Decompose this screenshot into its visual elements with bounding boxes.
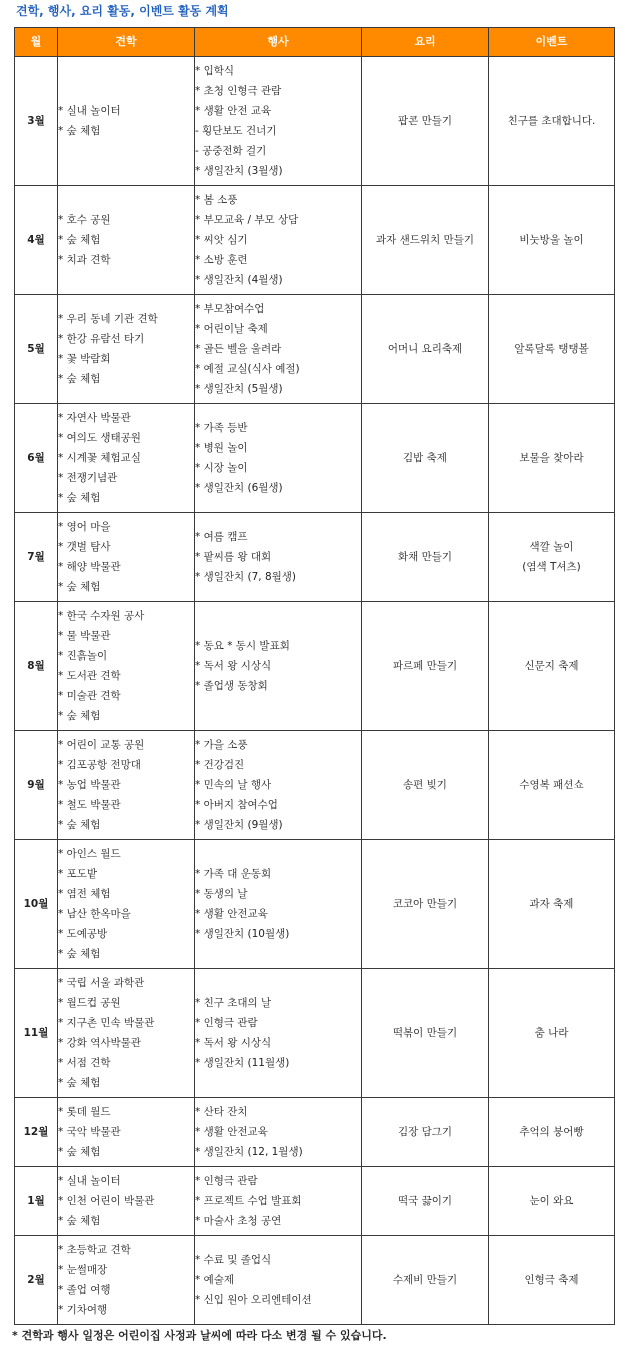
- list-item: * 실내 놀이터: [58, 105, 121, 117]
- list-item: 어머니 요리축제: [387, 343, 463, 355]
- list-item: * 생일잔치 (9월생): [195, 819, 283, 831]
- list-item: * 가을 소풍: [195, 739, 248, 751]
- list-item: * 숲 체험: [58, 1146, 101, 1158]
- month-cell: 10월: [15, 840, 58, 969]
- list-item: 보물을 찾아라: [519, 452, 584, 464]
- field-trips-cell: [58, 186, 195, 295]
- list-item: - 횡단보도 건너기: [195, 125, 277, 137]
- list-item: * 생일잔치 (11월생): [195, 1057, 290, 1069]
- list-item: * 실내 놀이터: [58, 1175, 121, 1187]
- field-trips-cell: [58, 602, 195, 731]
- field-trips-cell: [58, 969, 195, 1098]
- list-item: 송편 빚기: [403, 779, 447, 791]
- list-item: 김밥 축제: [403, 452, 447, 464]
- list-item: 화채 만들기: [397, 551, 453, 563]
- list-item: * 시계꽃 체험교실: [58, 452, 141, 464]
- list-item: * 병원 놀이: [195, 442, 248, 454]
- field-trips-cell: [58, 513, 195, 602]
- header-row: [15, 28, 615, 57]
- field-trips-cell: [58, 840, 195, 969]
- list-item: * 생활 안전 교육: [195, 105, 272, 117]
- footnote: * 견학과 행사 일정은 어린이집 사정과 날씨에 따라 다소 변경 될 수 있습니다.: [12, 1329, 387, 1342]
- events-cell: [195, 186, 362, 295]
- special-event-cell: [489, 57, 615, 186]
- list-item: * 골든 벨을 울려라: [195, 343, 282, 355]
- list-item: 신문지 축제: [524, 660, 579, 672]
- cooking-cell: [362, 513, 489, 602]
- list-item: * 독서 왕 시상식: [195, 1037, 272, 1049]
- list-item: * 기차여행: [58, 1304, 108, 1316]
- special-event-cell: [489, 1236, 615, 1325]
- list-item: * 생일잔치 (12, 1월생): [195, 1146, 303, 1158]
- table-row: [15, 1098, 615, 1167]
- cooking-cell: [362, 404, 489, 513]
- list-item: * 생일잔치 (7, 8월생): [195, 571, 297, 583]
- list-item: * 동요 * 동시 발표회: [195, 640, 290, 652]
- list-item: 파르페 만들기: [392, 660, 458, 672]
- list-item: * 여의도 생태공원: [58, 432, 141, 444]
- list-item: * 농업 박물관: [58, 779, 121, 791]
- list-item: * 프로젝트 수업 발표회: [195, 1195, 302, 1207]
- list-item: * 숲 체험: [58, 1215, 101, 1227]
- list-item: * 생일잔치 (4월생): [195, 274, 283, 286]
- table-row: [15, 295, 615, 404]
- list-item: * 생활 안전교육: [195, 908, 268, 920]
- list-item: 친구를 초대합니다.: [507, 115, 596, 127]
- list-item: * 가족 등반: [195, 422, 248, 434]
- field-trips-cell: [58, 1098, 195, 1167]
- cooking-cell: [362, 602, 489, 731]
- list-item: * 생활 안전교육: [195, 1126, 268, 1138]
- list-item: * 미술관 견학: [58, 690, 121, 702]
- list-item: * 생일잔치 (10월생): [195, 928, 290, 940]
- list-item: * 인형극 관람: [195, 1175, 258, 1187]
- list-item: * 민속의 날 행사: [195, 779, 272, 791]
- cooking-cell: [362, 186, 489, 295]
- table-row: [15, 840, 615, 969]
- list-item: * 숲 체험: [58, 948, 101, 960]
- list-item: * 국악 박물관: [58, 1126, 121, 1138]
- list-item: * 인천 어린이 박물관: [58, 1195, 155, 1207]
- list-item: * 소방 훈련: [195, 254, 248, 266]
- list-item: * 신입 원아 오리엔테이션: [195, 1294, 312, 1306]
- list-item: * 국립 서울 과학관: [58, 977, 145, 989]
- month-cell: 8월: [15, 602, 58, 731]
- events-cell: [195, 404, 362, 513]
- list-item: * 수료 및 졸업식: [195, 1254, 272, 1266]
- list-item: - 공중전화 걸기: [195, 145, 267, 157]
- list-item: * 독서 왕 시상식: [195, 660, 272, 672]
- list-item: * 남산 한옥마을: [58, 908, 131, 920]
- list-item: * 롯데 월드: [58, 1106, 111, 1118]
- special-event-cell: [489, 731, 615, 840]
- list-item: * 아인스 월드: [58, 848, 121, 860]
- list-item: * 김포공항 전망대: [58, 759, 141, 771]
- cooking-cell: [362, 1236, 489, 1325]
- list-item: * 꽃 박람회: [58, 353, 111, 365]
- list-item: * 초청 인형극 관람: [195, 85, 282, 97]
- special-event-cell: [489, 1167, 615, 1236]
- cooking-cell: [362, 1098, 489, 1167]
- list-item: * 씨앗 심기: [195, 234, 248, 246]
- list-item: * 건강검진: [195, 759, 245, 771]
- list-item: * 숲 체험: [58, 710, 101, 722]
- events-cell: [195, 1167, 362, 1236]
- page-title: 견학, 행사, 요리 활동, 이벤트 활동 계획: [16, 4, 229, 18]
- events-cell: [195, 57, 362, 186]
- list-item: * 지구촌 민속 박물관: [58, 1017, 155, 1029]
- list-item: * 졸업생 동창회: [195, 680, 268, 692]
- list-item: * 숲 체험: [58, 373, 101, 385]
- list-item: * 숲 체험: [58, 819, 101, 831]
- list-item: * 철도 박물관: [58, 799, 121, 811]
- cooking-cell: [362, 840, 489, 969]
- table-row: [15, 602, 615, 731]
- month-cell: 3월: [15, 57, 58, 186]
- list-item: 과자 샌드위치 만들기: [376, 234, 474, 246]
- list-item: * 갯벌 탐사: [58, 541, 111, 553]
- list-item: * 강화 역사박물관: [58, 1037, 141, 1049]
- header-month: 월: [15, 28, 58, 57]
- field-trips-cell: [58, 404, 195, 513]
- list-item: * 초등학교 견학: [58, 1244, 131, 1256]
- list-item: * 생일잔치 (3월생): [195, 165, 283, 177]
- list-item: * 인형극 관람: [195, 1017, 258, 1029]
- list-item: 코코아 만들기: [392, 898, 458, 910]
- month-cell: 6월: [15, 404, 58, 513]
- list-item: * 눈썰매장: [58, 1264, 108, 1276]
- list-item: 인형극 축제: [524, 1274, 579, 1286]
- month-cell: 2월: [15, 1236, 58, 1325]
- table-row: [15, 731, 615, 840]
- header-events: 행사: [195, 28, 362, 57]
- header-cooking: 요리: [362, 28, 489, 57]
- list-item: 수제비 만들기: [392, 1274, 458, 1286]
- list-item: 떡볶이 만들기: [392, 1027, 458, 1039]
- list-item: * 해양 박물관: [58, 561, 121, 573]
- list-item: * 치과 견학: [58, 254, 111, 266]
- list-item: * 졸업 여행: [58, 1284, 111, 1296]
- events-cell: [195, 1236, 362, 1325]
- list-item: * 염전 체험: [58, 888, 111, 900]
- list-item: * 가족 대 운동회: [195, 868, 272, 880]
- cooking-cell: [362, 295, 489, 404]
- table-row: [15, 57, 615, 186]
- list-item: * 물 박물관: [58, 630, 111, 642]
- events-cell: [195, 295, 362, 404]
- special-event-cell: [489, 404, 615, 513]
- list-item: 수영복 패션쇼: [519, 779, 584, 791]
- list-item: * 숲 체험: [58, 581, 101, 593]
- list-item: 눈이 와요: [529, 1195, 574, 1207]
- cooking-cell: [362, 57, 489, 186]
- table-row: [15, 1167, 615, 1236]
- events-cell: [195, 969, 362, 1098]
- table-row: [15, 1236, 615, 1325]
- list-item: * 예절 교실(식사 예절): [195, 363, 300, 375]
- list-item: 떡국 끓이기: [397, 1195, 453, 1207]
- events-cell: [195, 602, 362, 731]
- list-item: * 부모교육 / 부모 상담: [195, 214, 299, 226]
- list-item: * 서점 견학: [58, 1057, 111, 1069]
- cooking-cell: [362, 969, 489, 1098]
- special-event-cell: [489, 602, 615, 731]
- field-trips-cell: [58, 1236, 195, 1325]
- header-special-events: 이벤트: [489, 28, 615, 57]
- cooking-cell: [362, 731, 489, 840]
- field-trips-cell: [58, 731, 195, 840]
- month-cell: 1월: [15, 1167, 58, 1236]
- table-row: [15, 186, 615, 295]
- list-item: * 전쟁기념관: [58, 472, 118, 484]
- field-trips-cell: [58, 295, 195, 404]
- list-item: (염색 T셔츠): [522, 561, 581, 573]
- list-item: * 도예공방: [58, 928, 108, 940]
- events-cell: [195, 1098, 362, 1167]
- special-event-cell: [489, 840, 615, 969]
- month-cell: 11월: [15, 969, 58, 1098]
- list-item: * 도서관 견학: [58, 670, 121, 682]
- list-item: * 친구 초대의 날: [195, 997, 272, 1009]
- events-cell: [195, 840, 362, 969]
- list-item: * 숲 체험: [58, 1077, 101, 1089]
- header-field-trips: 견학: [58, 28, 195, 57]
- list-item: * 한강 유람선 타기: [58, 333, 145, 345]
- list-item: * 팥씨름 왕 대회: [195, 551, 272, 563]
- cooking-cell: [362, 1167, 489, 1236]
- list-item: * 봄 소풍: [195, 194, 238, 206]
- list-item: * 우리 동네 기관 견학: [58, 313, 158, 325]
- list-item: * 숲 체험: [58, 492, 101, 504]
- list-item: 색깔 놀이: [529, 541, 574, 553]
- special-event-cell: [489, 1098, 615, 1167]
- month-cell: 4월: [15, 186, 58, 295]
- list-item: 알록달록 탱탱볼: [514, 343, 589, 355]
- list-item: 춤 나라: [534, 1027, 569, 1039]
- table-row: [15, 404, 615, 513]
- list-item: * 한국 수자원 공사: [58, 610, 145, 622]
- list-item: * 월드컵 공원: [58, 997, 121, 1009]
- field-trips-cell: [58, 1167, 195, 1236]
- list-item: * 생일잔치 (5월생): [195, 383, 283, 395]
- list-item: * 동생의 날: [195, 888, 248, 900]
- list-item: * 여름 캠프: [195, 531, 248, 543]
- list-item: * 시장 놀이: [195, 462, 248, 474]
- list-item: * 진흙놀이: [58, 650, 108, 662]
- special-event-cell: [489, 969, 615, 1098]
- special-event-cell: [489, 295, 615, 404]
- list-item: * 예술제: [195, 1274, 235, 1286]
- list-item: 과자 축제: [529, 898, 574, 910]
- list-item: 김장 담그기: [397, 1126, 453, 1138]
- list-item: * 마술사 초청 공연: [195, 1215, 282, 1227]
- list-item: * 포도밭: [58, 868, 98, 880]
- special-event-cell: [489, 186, 615, 295]
- field-trips-cell: [58, 57, 195, 186]
- list-item: * 호수 공원: [58, 214, 111, 226]
- list-item: * 입학식: [195, 65, 235, 77]
- list-item: * 숲 체험: [58, 125, 101, 137]
- special-event-cell: [489, 513, 615, 602]
- list-item: 비눗방울 놀이: [519, 234, 584, 246]
- table-row: [15, 969, 615, 1098]
- list-item: * 영어 마을: [58, 521, 111, 533]
- events-cell: [195, 731, 362, 840]
- list-item: * 어린이날 축제: [195, 323, 268, 335]
- list-item: * 생일잔치 (6월생): [195, 482, 283, 494]
- table-row: [15, 513, 615, 602]
- list-item: * 어린이 교통 공원: [58, 739, 145, 751]
- events-cell: [195, 513, 362, 602]
- list-item: * 부모참여수업: [195, 303, 265, 315]
- month-cell: 12월: [15, 1098, 58, 1167]
- list-item: 팝콘 만들기: [397, 115, 453, 127]
- list-item: 추억의 붕어빵: [519, 1126, 584, 1138]
- list-item: * 아버지 참여수업: [195, 799, 278, 811]
- list-item: * 산타 잔치: [195, 1106, 248, 1118]
- table-body: [15, 57, 615, 1325]
- month-cell: 5월: [15, 295, 58, 404]
- activity-plan-table: [14, 27, 615, 1325]
- month-cell: 7월: [15, 513, 58, 602]
- month-cell: 9월: [15, 731, 58, 840]
- list-item: * 자연사 박물관: [58, 412, 131, 424]
- list-item: * 숲 체험: [58, 234, 101, 246]
